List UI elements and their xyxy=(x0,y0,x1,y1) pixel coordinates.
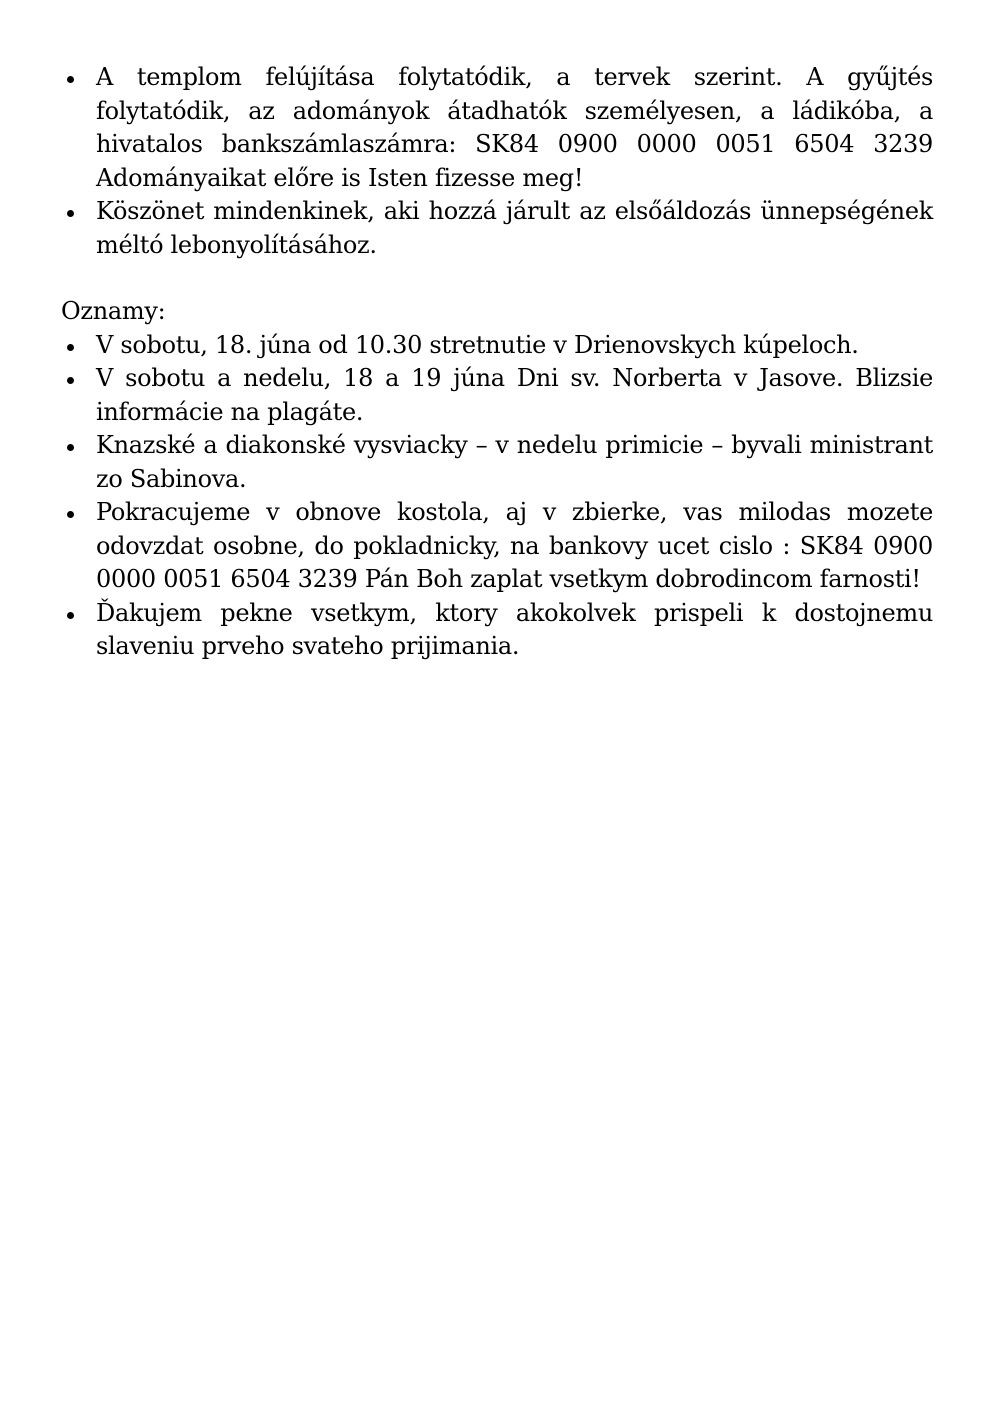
bullet-icon xyxy=(67,344,74,351)
hungarian-announcements-list xyxy=(61,61,933,262)
list-item-text: Ďakujem pekne vsetkym, ktory akokolvek prispeli k dostojnemu slaveniu prveho svateho prijimania. xyxy=(96,598,933,660)
list-item xyxy=(61,61,933,195)
section-heading: Oznamy: xyxy=(61,297,166,325)
slovak-announcements-list xyxy=(61,329,933,664)
bullet-icon xyxy=(67,511,74,518)
list-item-text: Köszönet mindenkinek, aki hozzá járult az elsőáldozás ünnepségének méltó lebonyolításához. xyxy=(96,197,933,259)
bullet-icon xyxy=(67,377,74,384)
list-item-text: Knazské a diakonské vysviacky – v nedelu primicie – byvali ministrant zo Sabinova. xyxy=(96,431,933,493)
list-item xyxy=(61,496,933,597)
list-item-text: A templom felújítása folytatódik, a tervek szerint. A gyűjtés folytatódik, az adományok átadhatók személyesen, a ládikóba, a hivatalos bankszámlaszámra: SK84 0900 0000 0051 6504 3239 Adományaikat előre is Isten fizesse meg! xyxy=(96,63,933,192)
list-item xyxy=(61,362,933,429)
bullet-icon xyxy=(67,612,74,619)
list-item-text: V sobotu a nedelu, 18 a 19 júna Dni sv. Norberta v Jasove. Blizsie informácie na plagáte. xyxy=(96,364,933,426)
list-item xyxy=(61,597,933,664)
list-item-text: V sobotu, 18. júna od 10.30 stretnutie v Drienovskych kúpeloch. xyxy=(96,330,859,359)
bullet-icon xyxy=(67,210,74,217)
list-item-text: Pokracujeme v obnove kostola, aj v zbierke, vas milodas mozete odovzdat osobne, do pokladnicky, na bankovy ucet cislo : SK84 0900 0000 0051 6504 3239 Pán Boh zaplat vsetkym dobrodincom farnosti! xyxy=(96,498,933,593)
bullet-icon xyxy=(67,76,74,83)
bullet-icon xyxy=(67,444,74,451)
list-item xyxy=(61,329,933,363)
list-item xyxy=(61,195,933,262)
document-page xyxy=(61,61,933,664)
section-spacer xyxy=(61,262,933,295)
list-item xyxy=(61,429,933,496)
